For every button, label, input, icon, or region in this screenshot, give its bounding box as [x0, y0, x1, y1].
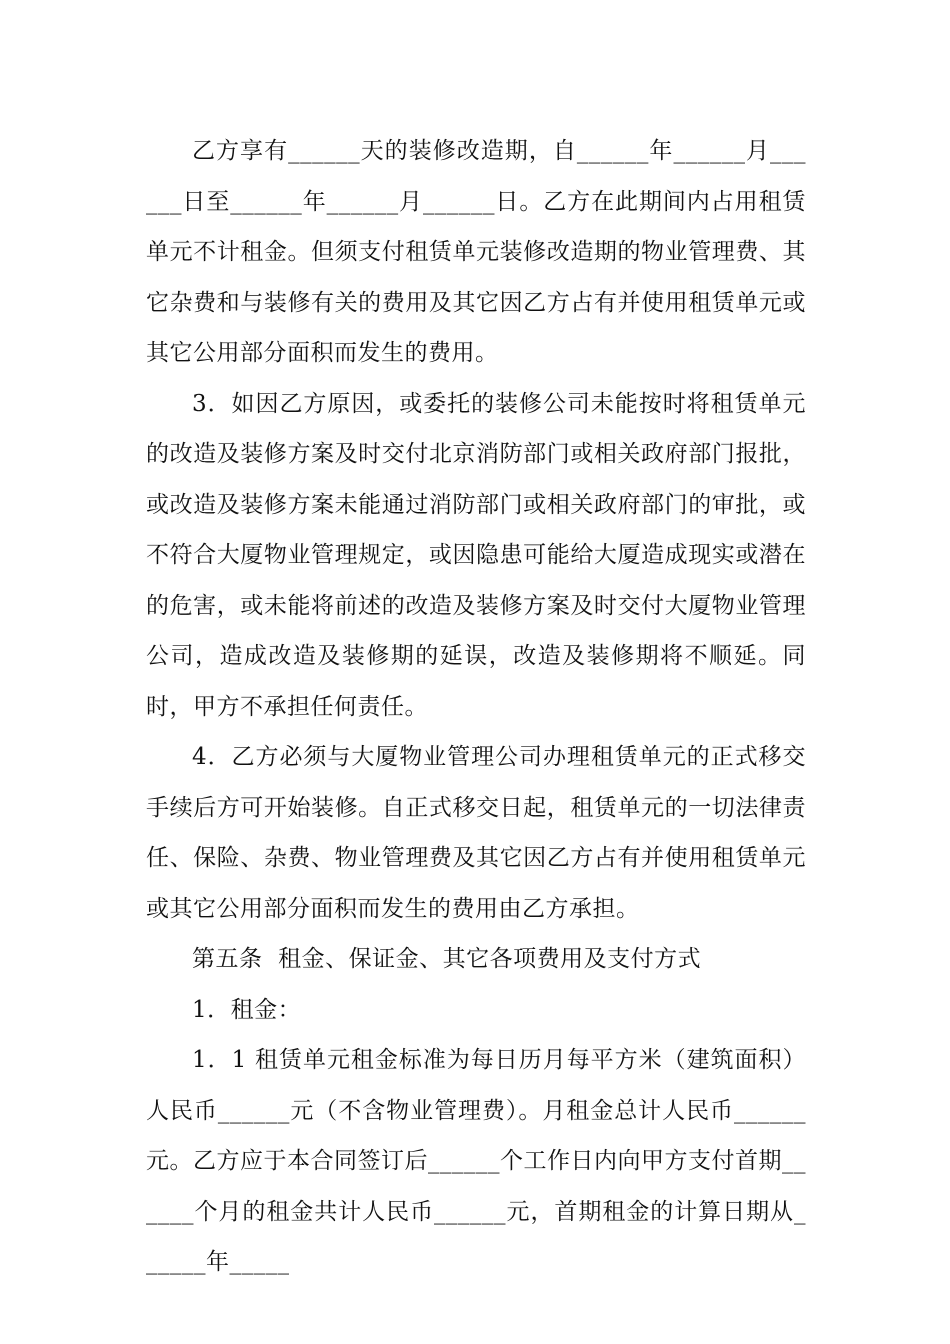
- paragraph-rent-standard: 1．1 租赁单元租金标准为每日历月每平方米（建筑面积）人民币______元（不含物业管理费）。月租金总计人民币______元。乙方应于本合同签订后______个工作日内向甲方支付首期______个月的租金共计人民币______元，首期租金的计算日期从______年_____: [146, 1047, 806, 1275]
- article-5-heading: 第五条 租金、保证金、其它各项费用及支付方式: [192, 946, 702, 972]
- paragraph-clause-4: 4．乙方必须与大厦物业管理公司办理租赁单元的正式移交手续后方可开始装修。自正式移交日起，租赁单元的一切法律责任、保险、杂费、物业管理费及其它因乙方占有并使用租赁单元或其它公用部分面积而发生的费用由乙方承担。: [146, 744, 806, 922]
- document-page: [146, 126, 806, 1288]
- rent-subheading: 1．租金：: [192, 996, 302, 1023]
- paragraph-renovation-period: 乙方享有______天的装修改造期，自______年______月______日至______年______月______日。乙方在此期间内占用租赁单元不计租金。但须支付租赁单元装修改造期的物业管理费、其它杂费和与装修有关的费用及其它因乙方占有并使用租赁单元或其它公用部分面积而发生的费用。: [146, 138, 806, 366]
- paragraph-clause-3: 3．如因乙方原因，或委托的装修公司未能按时将租赁单元的改造及装修方案及时交付北京消防部门或相关政府部门报批，或改造及装修方案未能通过消防部门或相关政府部门的审批，或不符合大厦物业管理规定，或因隐患可能给大厦造成现实或潜在的危害，或未能将前述的改造及装修方案及时交付大厦物业管理公司，造成改造及装修期的延误，改造及装修期将不顺延。同时，甲方不承担任何责任。: [146, 390, 806, 720]
